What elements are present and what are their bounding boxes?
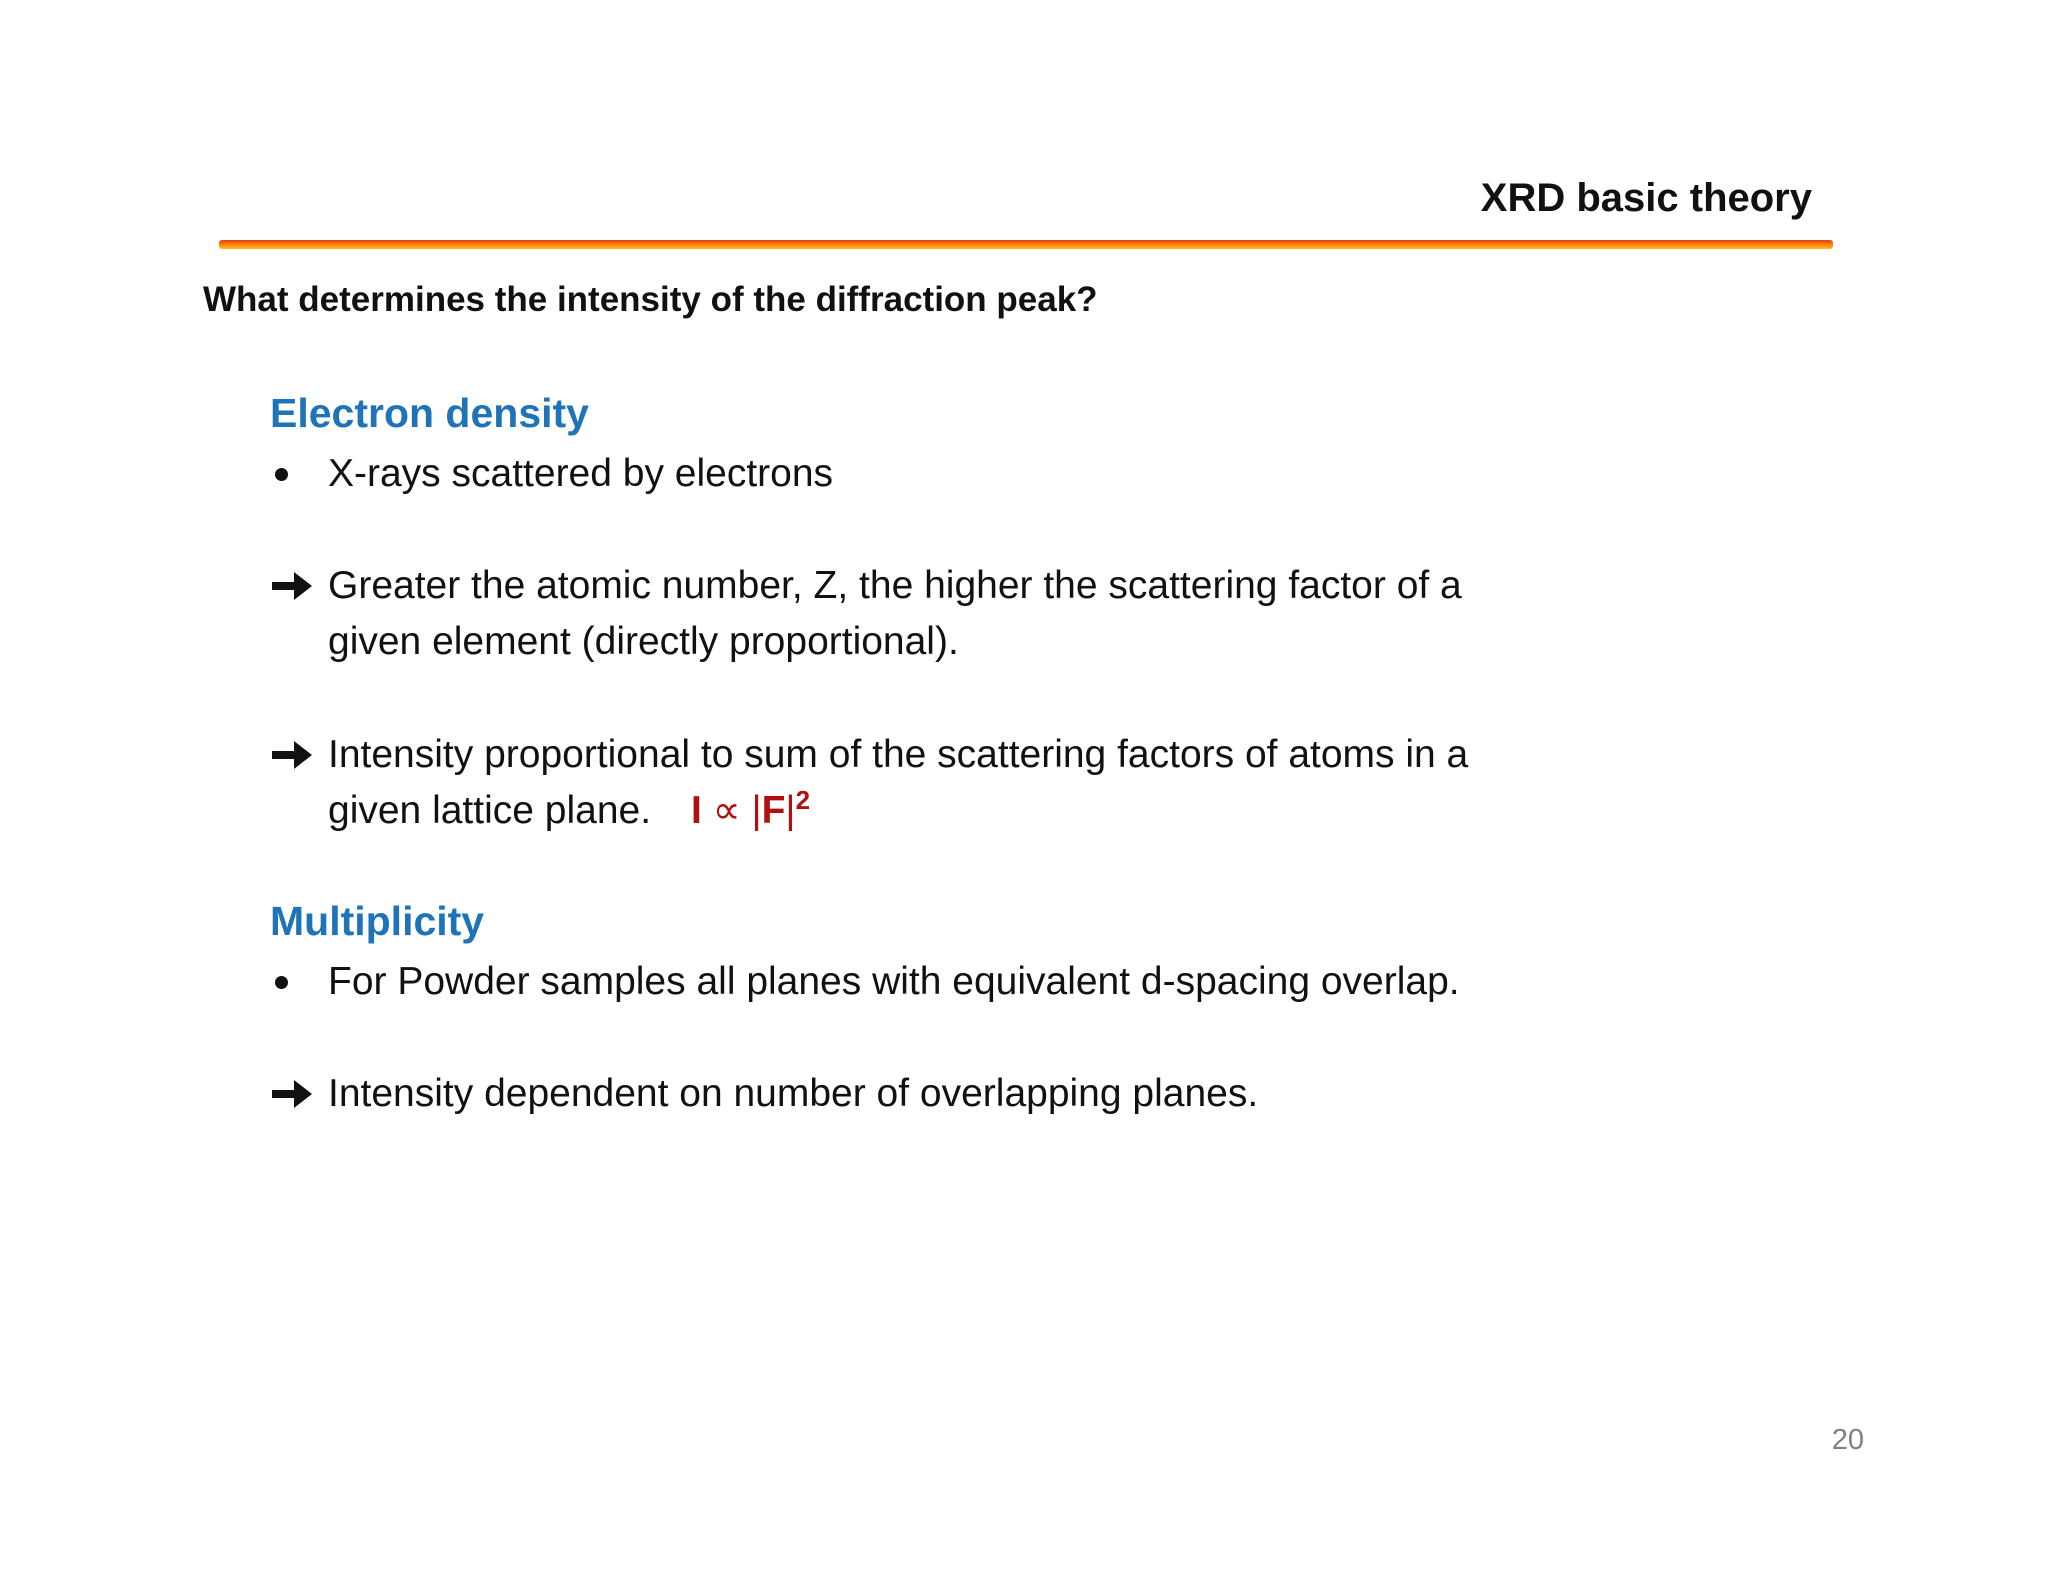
question-heading: What determines the intensity of the diffraction peak?: [203, 280, 1098, 319]
list-item-text-line-1: Greater the atomic number, Z, the higher the scattering factor of a: [328, 564, 1462, 607]
formula-bar-left: |: [751, 789, 762, 832]
formula-structure-factor: F: [761, 789, 786, 832]
list-item: [270, 727, 1468, 839]
slide-title: XRD basic theory: [1480, 176, 1812, 220]
page-number: 20: [1831, 1424, 1864, 1456]
section-heading-electron-density: Electron density: [270, 390, 589, 436]
list-item-text: Intensity dependent on number of overlapping planes.: [328, 1072, 1259, 1115]
formula-intensity-symbol: I: [691, 789, 702, 832]
header-divider: [219, 240, 1833, 249]
list-item: [270, 446, 833, 502]
right-arrow-icon: [270, 727, 320, 783]
list-item-text-line-2: given element (directly proportional).: [328, 620, 959, 663]
formula-proportional-symbol: ∝: [712, 789, 741, 832]
right-arrow-icon: [270, 1066, 320, 1122]
formula-bar-right: |: [785, 789, 796, 832]
list-item-text-line-1: Intensity proportional to sum of the scattering factors of atoms in a: [328, 733, 1469, 776]
right-arrow-icon: [270, 558, 320, 614]
section-heading-multiplicity: Multiplicity: [270, 898, 485, 944]
list-item-text: X-rays scattered by electrons: [328, 452, 834, 495]
intensity-formula: [691, 785, 811, 832]
list-item-text: For Powder samples all planes with equivalent d-spacing overlap.: [328, 960, 1460, 1003]
list-item-text-line-2: given lattice plane. $I \propto |F|^2$: [328, 785, 811, 832]
list-item: [270, 1066, 1258, 1122]
bullet-dot-icon: [270, 954, 320, 1010]
bullet-dot-icon: [270, 446, 320, 502]
formula-exponent: 2: [795, 785, 811, 815]
list-item: [270, 558, 1462, 670]
list-item: [270, 954, 1460, 1010]
